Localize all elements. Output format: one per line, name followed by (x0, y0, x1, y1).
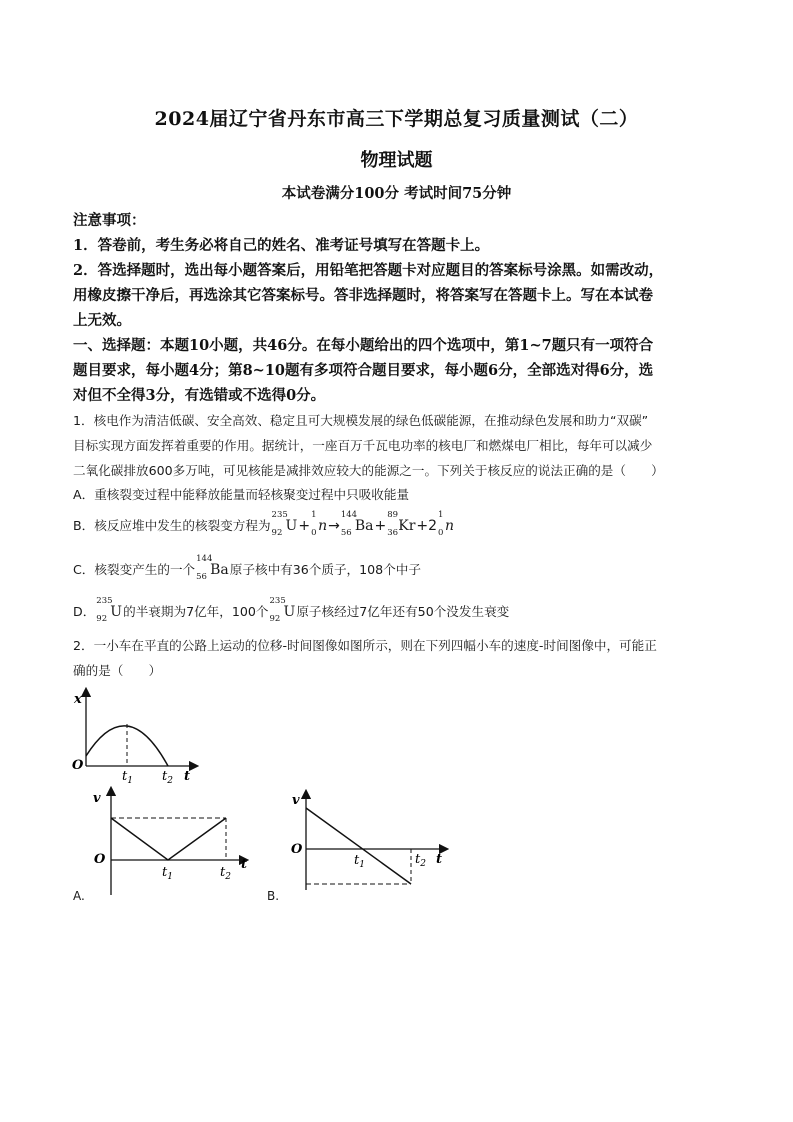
q1-option-d-prefix: D． (73, 604, 96, 619)
notice-item-1: 1．答卷前，考生务必将自己的姓名、准考证号填写在答题卡上。 (73, 237, 490, 254)
section-1-line-2: 题目要求，每小题4分；第8~10题有多项符合题目要求，每小题6分，全部选对得6分，选 (73, 362, 654, 379)
option-a-label: A. (73, 889, 85, 903)
vt-b-x-label: t (436, 852, 443, 867)
q1-option-d-suffix: 原子核经过7亿年还有50个没发生衰变 (296, 604, 510, 619)
q1-stem-line-2: 目标实现方面发挥着重要的作用。据统计，一座百万千瓦电功率的核电厂和燃煤电厂相比，每年可以减少 (73, 438, 653, 453)
xt-x-label: t (184, 769, 191, 784)
nuclide-kr89: 89 36 Kr (387, 510, 416, 538)
notice-item-2-line-1: 2．答选择题时，选出每小题答案后，用铅笔把答题卡对应题目的答案标号涂黑。如需改动， (73, 262, 664, 279)
vt-a-t2-label: $t_2$ (220, 865, 231, 882)
q1-option-c (73, 554, 421, 582)
vt-a-origin-label: O (94, 852, 106, 867)
exam-meta: 本试卷满分100分 考试时间75分钟 (281, 185, 512, 202)
nuclide-u235-d2: 235 92 U (269, 596, 296, 624)
vt-a-line (111, 818, 226, 860)
nuclide-ba144-c: 144 56 Ba (196, 554, 229, 582)
vt-graph-b (286, 788, 456, 894)
nuclide-u235: 235 92 U (271, 510, 298, 538)
nuclide-neutron: 1 0 n (311, 510, 328, 538)
exam-title: 2024届辽宁省丹东市高三下学期总复习质量测试（二） (154, 108, 639, 130)
nuclide-neutron-2: 1 0 n (438, 510, 455, 538)
q1-option-d-mid: 的半衰期为7亿年，100个 (123, 604, 269, 619)
vt-a-x-label: t (241, 857, 248, 872)
section-1-line-1: 一、选择题：本题10小题，共46分。在每小题给出的四个选项中，第1~7题只有一项符合 (73, 337, 654, 354)
nuclide-ba144: 144 56 Ba (340, 510, 374, 538)
xt-t2-label: $t_2$ (162, 769, 173, 786)
vt-b-y-label: v (292, 793, 300, 808)
notice-heading: 注意事项： (73, 212, 146, 229)
vt-b-origin-label: O (291, 842, 303, 857)
exam-subject: 物理试题 (360, 150, 433, 171)
vt-b-t1-label: $t_1$ (354, 853, 365, 870)
q1-option-b-text: B．核反应堆中发生的核裂变方程为 (73, 518, 271, 533)
vt-a-t1-label: $t_1$ (162, 865, 173, 882)
q1-option-b: B．核反应堆中发生的核裂变方程为 235 92 U+ 1 0 n→ 144 56 Ba+ 89 36 Kr+2 1 0 n (73, 510, 455, 538)
xt-y-label: x (74, 692, 82, 707)
q1-stem-line-1: 1．核电作为清洁低碳、安全高效、稳定且可大规模发展的绿色低碳能源，在推动绿色发展和助力“双碳” (73, 413, 649, 428)
vt-a-y-label: v (93, 791, 101, 806)
nuclide-u235-d1: 235 92 U (96, 596, 123, 624)
notice-item-2-line-3: 上无效。 (73, 312, 131, 329)
q2-stem-line-2: 确的是（ ） (73, 663, 162, 678)
q1-option-c-suffix: 原子核中有36个质子，108个中子 (229, 562, 421, 577)
vt-graph-a (86, 785, 256, 895)
vt-b-t2-label: $t_2$ (415, 852, 426, 869)
xt-t1-label: $t_1$ (122, 769, 133, 786)
section-1-line-3: 对但不全得3分，有选错或不选得0分。 (73, 387, 326, 404)
q1-option-c-prefix: C．核裂变产生的一个 (73, 562, 196, 577)
xt-graph (66, 686, 206, 786)
xt-origin-label: O (72, 758, 84, 773)
vt-b-line (306, 808, 411, 884)
q1-option-a: A．重核裂变过程中能释放能量而轻核聚变过程中只吸收能量 (73, 487, 410, 502)
notice-item-2-line-2: 用橡皮擦干净后，再选涂其它答案标号。答非选择题时，将答案写在答题卡上。写在本试卷 (73, 287, 653, 304)
q1-option-d (73, 596, 510, 624)
option-b-label: B. (267, 889, 280, 903)
q1-stem-line-3: 二氧化碳排放600多万吨，可见核能是减排效应较大的能源之一。下列关于核反应的说法正确的是（ ） (73, 463, 664, 478)
q2-stem-line-1: 2．一小车在平直的公路上运动的位移-时间图像如图所示，则在下列四幅小车的速度-时间图像中，可能正 (73, 638, 657, 653)
